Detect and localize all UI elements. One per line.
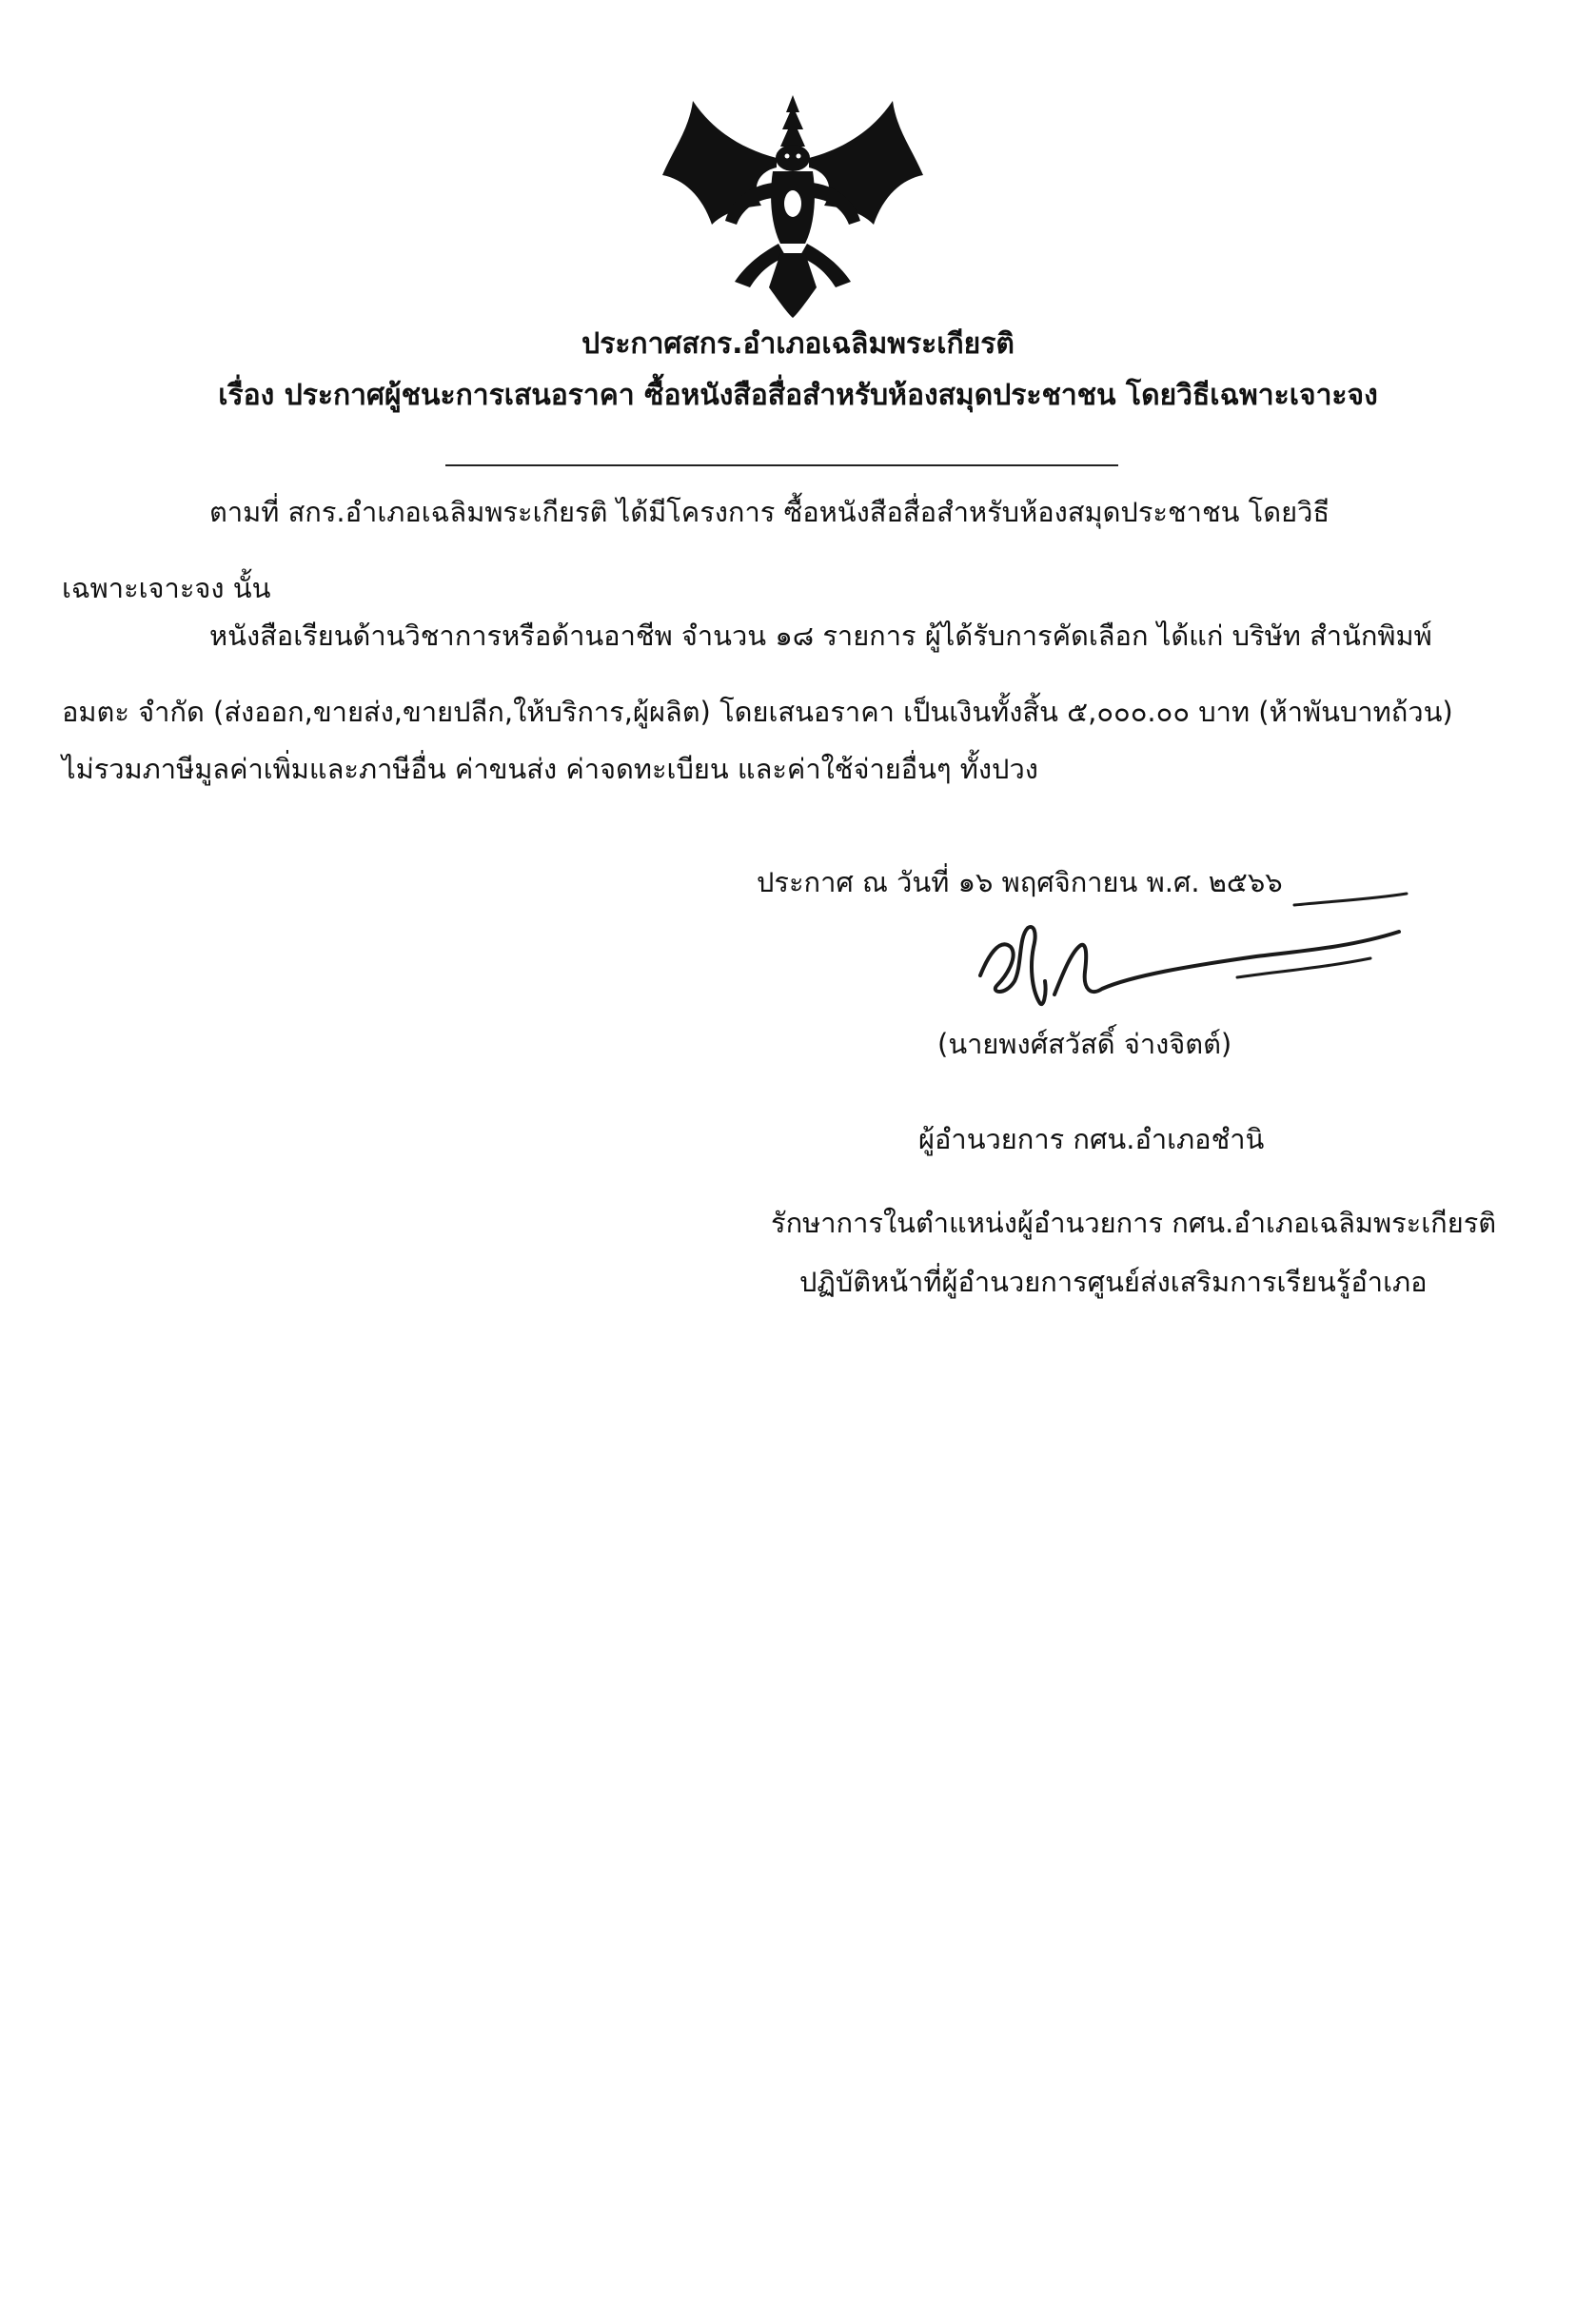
title-divider <box>445 464 1118 466</box>
handwritten-signature <box>952 890 1409 1023</box>
signer-position-1: ผู้อำนวยการ กศน.อำเภอชำนิ <box>918 1123 1265 1155</box>
paragraph-1-line-2: เฉพาะเจาะจง นั้น <box>62 572 271 604</box>
paragraph-2-line-3: ไม่รวมภาษีมูลค่าเพิ่มและภาษีอื่น ค่าขนส่ง ค่าจดทะเบียน และค่าใช้จ่ายอื่นๆ ทั้งปวง <box>62 753 1038 785</box>
announcement-subject: เรื่อง ประกาศผู้ชนะการเสนอราคา ซื้อหนังสือสื่อสำหรับห้องสมุดประชาชน โดยวิธีเฉพาะเจาะจง <box>218 379 1378 412</box>
signer-position-2: รักษาการในตำแหน่งผู้อำนวยการ กศน.อำเภอเฉลิมพระเกียรติ <box>771 1207 1497 1239</box>
announcement-date: ประกาศ ณ วันที่ ๑๖ พฤศจิกายน พ.ศ. ๒๕๖๖ <box>757 866 1283 898</box>
signer-position-3: ปฏิบัติหน้าที่ผู้อำนวยการศูนย์ส่งเสริมการเรียนรู้อำเภอ <box>799 1266 1428 1298</box>
paragraph-1-line-1: ตามที่ สกร.อำเภอเฉลิมพระเกียรติ ได้มีโครงการ ซื้อหนังสือสื่อสำหรับห้องสมุดประชาชน โดยวิธี <box>209 496 1330 528</box>
paragraph-2-line-2: อมตะ จำกัด (ส่งออก,ขายส่ง,ขายปลีก,ให้บริการ,ผู้ผลิต) โดยเสนอราคา เป็นเงินทั้งสิ้น ๕,๐๐๐.๐๐ บาท (ห้าพันบาทถ้วน) <box>62 696 1453 728</box>
garuda-emblem-icon <box>655 91 931 320</box>
signer-name: (นายพงศ์สวัสดิ์ จ่างจิตต์) <box>937 1028 1232 1060</box>
announcement-title: ประกาศสกร.อำเภอเฉลิมพระเกียรติ <box>581 327 1015 361</box>
paragraph-2-line-1: หนังสือเรียนด้านวิชาการหรือด้านอาชีพ จำนวน ๑๘ รายการ ผู้ได้รับการคัดเลือก ได้แก่ บริษัท สำนักพิมพ์ <box>209 620 1432 652</box>
